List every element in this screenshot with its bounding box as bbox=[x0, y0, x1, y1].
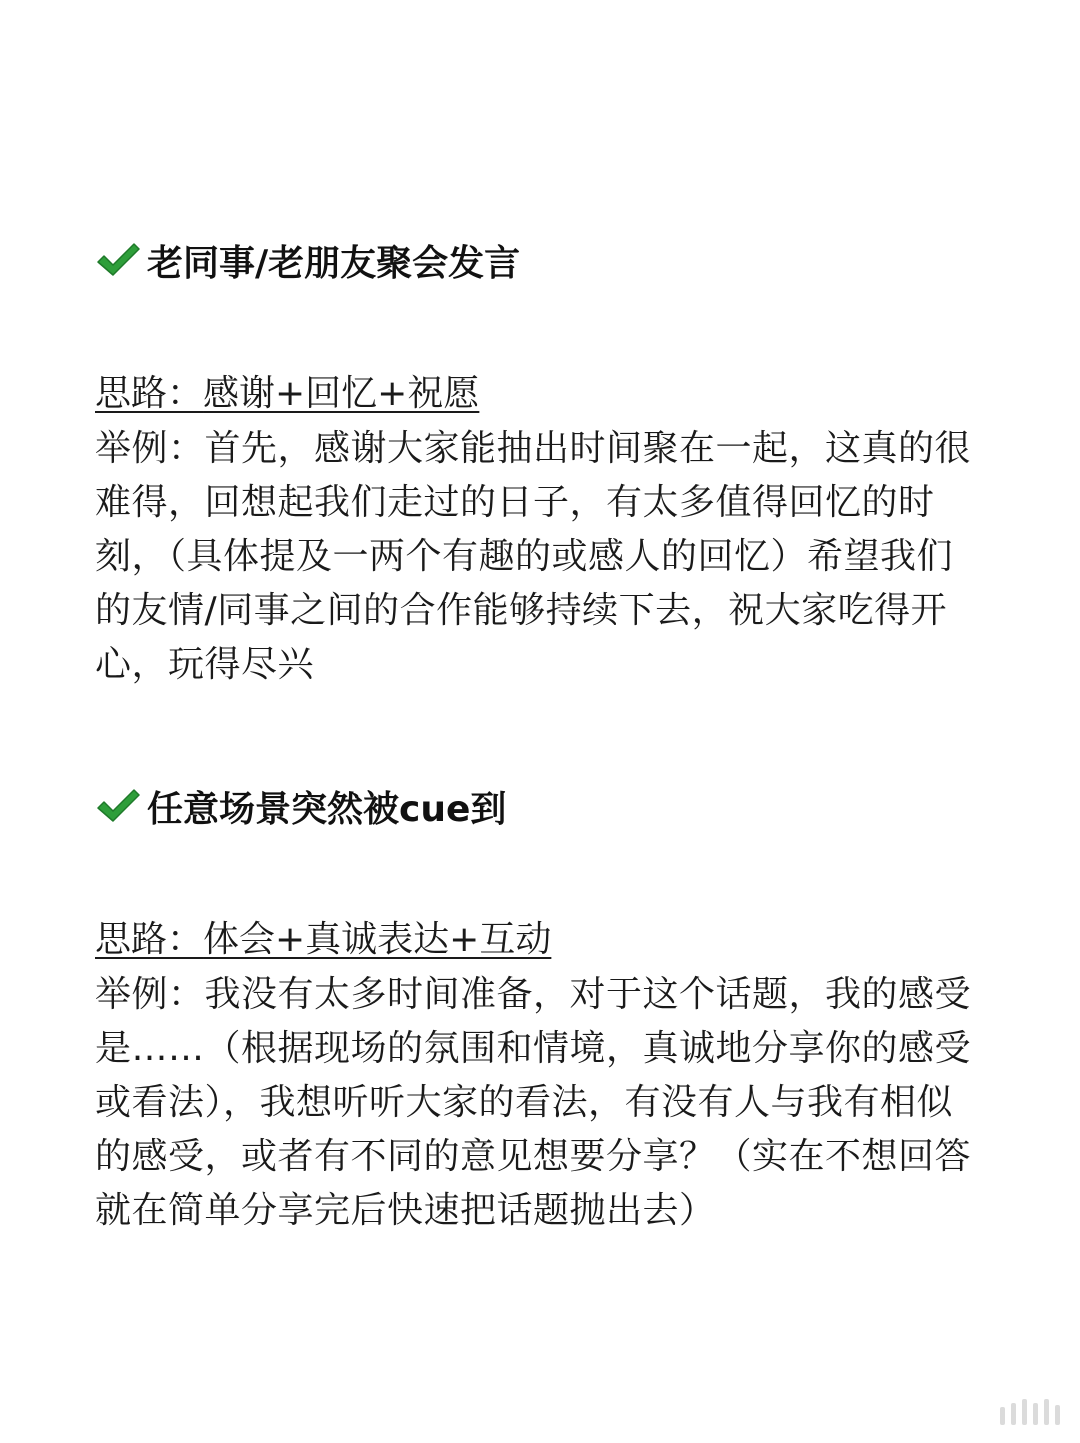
watermark-bars-icon bbox=[1000, 1399, 1060, 1425]
check-mark-icon bbox=[95, 786, 141, 826]
section-heading-text: 任意场景突然被cue到 bbox=[147, 788, 507, 830]
section-heading bbox=[95, 232, 995, 288]
section-old-colleagues bbox=[95, 232, 995, 692]
idea-value: 体会+真诚表达+互动 bbox=[203, 919, 552, 960]
idea-value: 感谢+回忆+祝愿 bbox=[203, 373, 480, 414]
example-paragraph bbox=[95, 422, 985, 692]
example-text: 我没有太多时间准备，对于这个话题，我的感受是……（根据现场的氛围和情境，真诚地分享你的感受或看法），我想听听大家的看法，有没有人与我有相似的感受，或者有不同的意见想要分享？（实在不想回答就在简单分享完后快速把话题抛出去） bbox=[95, 974, 972, 1231]
idea-label: 思路： bbox=[95, 919, 204, 960]
example-label: 举例： bbox=[95, 428, 205, 469]
example-label: 举例： bbox=[95, 974, 205, 1015]
section-heading bbox=[95, 778, 995, 834]
section-heading-text: 老同事/老朋友聚会发言 bbox=[147, 242, 521, 284]
section-suddenly-cued bbox=[95, 778, 995, 1238]
idea-label: 思路： bbox=[95, 373, 204, 414]
idea-line bbox=[95, 912, 995, 968]
example-text: 首先，感谢大家能抽出时间聚在一起，这真的很难得，回想起我们走过的日子，有太多值得回忆的时刻，（具体提及一两个有趣的或感人的回忆）希望我们的友情/同事之间的合作能够持续下去，祝大家吃得开心，玩得尽兴 bbox=[95, 428, 972, 685]
idea-line bbox=[95, 366, 995, 422]
example-paragraph bbox=[95, 968, 985, 1238]
check-mark-icon bbox=[95, 240, 141, 280]
